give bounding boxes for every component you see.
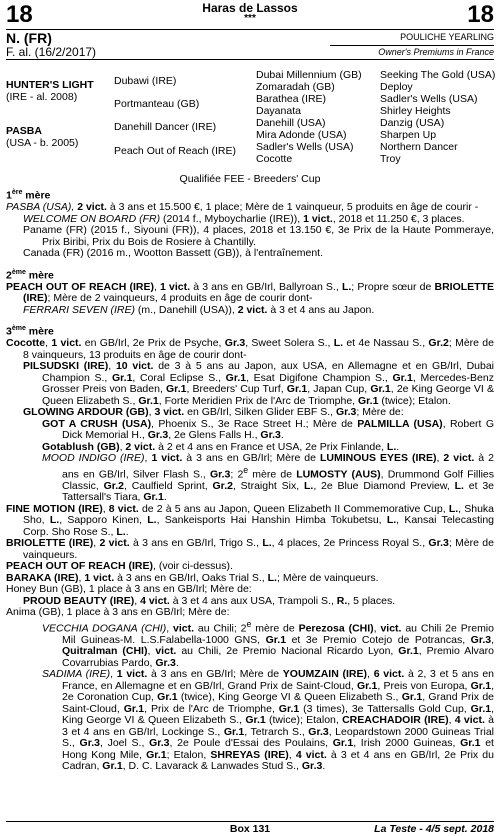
box-number: Box 131 xyxy=(229,823,271,835)
second-dam-entry: PEACH OUT OF REACH (IRE), 1 vict. à 3 ans en GB/Irl, Ballyroan S., L.; Propre sœur de BRIOLETTE (IRE); Mère de 2 vainqueurs, 4 produits en âge de courir dont- xyxy=(6,280,495,304)
section-third-dam: 3ème mère xyxy=(6,325,54,338)
produce-paname: Paname (FR) (2015 f., Siyouni (FR)), 4 places, 2018 et 13.150 €, 3e Prix de la Haute Pommeraye, Prix Biribi, Prix du Bois de Rosiere à Chantilly. xyxy=(23,224,494,248)
pedigree-sire-info: (IRE - al. 2008) xyxy=(6,91,78,103)
pedigree-gen3-2: Zomaradah (GB) xyxy=(256,81,335,93)
produce-sadima: SADIMA (IRE), 1 vict. à 3 ans en GB/Irl; Mère de YOUMZAIN (IRE), 6 vict. à 2, 3 et 5 ans en France, en Allemagne et en GB/Irl, Grand Prix de Saint-Cloud, Gr.1, Preis von Europa, Gr.1, 2e Coronation Cup, Gr.1 (twice), King George VI & Queen Elizabeth S., Gr.1, Grand Prix de Saint-Cloud, Gr.1, Prix de l'Arc de Triomphe, Gr.1 (3 times), 3e Tattersalls Gold Cup, Gr.1, King George VI & Queen Elizabeth S., Gr.1 (twice); Etalon, CREACHADOIR (IRE), 4 vict. à 3 et 4 ans en GB/Irl, Lockinge S., Gr.1, Tetrarch S., Gr.3, Leopardstown 2000 Guineas Trial S., Gr.3, Joel S., Gr.3, 2e Poule d'Essai des Poulains, Gr.1, Irish 2000 Guineas, Gr.1 et Hong Kong Mile, Gr.1; Etalon, SHREYAS (IRE), 4 vict. à 3 et 4 ans en GB/Irl, 2e Prix du Cadran, Gr.1, D. C. Lavarack & Lanwades Stud S., Gr.3. xyxy=(42,668,494,772)
produce-gotablush: Gotablush (GB), 2 vict. à 2 et 4 ans en France et USA, 2e Prix Finlande, L.. xyxy=(42,440,400,453)
produce-welcome-on-board: WELCOME ON BOARD (FR) (2014 f., Myboycharlie (IRE)), 1 vict., 2018 et 11.250 €, 3 places. xyxy=(23,212,465,225)
produce-glowing-ardour: GLOWING ARDOUR (GB), 3 vict. en GB/Irl, Silken Glider EBF S., Gr.3; Mère de: xyxy=(23,406,404,418)
horse-name: N. (FR) xyxy=(6,30,52,46)
pedigree-gen3-7: Sadler's Wells (USA) xyxy=(256,141,354,153)
pedigree-gen3-3: Barathea (IRE) xyxy=(256,93,327,105)
pedigree-gen4-8: Troy xyxy=(380,153,401,165)
pedigree-dam-info: (USA - b. 2005) xyxy=(6,137,79,149)
pedigree-gen3-4: Dayanata xyxy=(256,105,301,117)
pedigree-gen3-8: Cocotte xyxy=(256,153,293,165)
pedigree-gen4-2: Deploy xyxy=(380,81,413,93)
produce-honey-bun: Honey Bun (GB), 1 place à 3 ans en GB/Irl; Mère de: xyxy=(6,583,252,595)
produce-fine-motion: FINE MOTION (IRE), 8 vict. de 2 à 5 ans au Japon, Queen Elizabeth II Commemorative Cup, L., Shuka Sho, L., Sapporo Kinen, L., Sankeisports Hai Hanshin Himba Tokubetsu, L., Kansai Telecasting Corp. Sho Rose S., L.. xyxy=(6,502,494,538)
pedigree-gen3-1: Dubai Millennium (GB) xyxy=(256,69,362,81)
produce-peach-out-of-reach: PEACH OUT OF REACH (IRE), (voir ci-dessus). xyxy=(6,560,233,572)
pedigree-gen3-5: Danehill (USA) xyxy=(256,117,326,129)
pedigree-gen4-6: Sharpen Up xyxy=(380,129,437,141)
third-dam-entry: Cocotte, 1 vict. en GB/Irl, 2e Prix de Psyche, Gr.3, Sweet Solera S., L. et 4e Nassau S., Gr.2; Mère de 8 vainqueurs, 13 produits en âge de courir dont- xyxy=(6,337,494,361)
pedigree-top-divider xyxy=(6,59,494,60)
produce-baraka: BARAKA (IRE), 1 vict. à 3 ans en GB/Irl, Oaks Trial S., L.; Mère de vainqueurs. xyxy=(6,571,379,584)
header-divider xyxy=(6,29,494,30)
stud-name: Haras de Lassos xyxy=(202,1,298,15)
lot-number-left: 18 xyxy=(6,1,33,28)
pedigree-gen4-1: Seeking The Gold (USA) xyxy=(380,69,496,81)
pedigree-gen4-4: Shirley Heights xyxy=(380,105,451,117)
pedigree-dam: PASBA xyxy=(6,125,42,137)
lot-number-right: 18 xyxy=(467,1,494,28)
footer xyxy=(6,823,494,835)
section-second-dam: 2ème mère xyxy=(6,268,54,281)
sale-place-date: La Teste - 4/5 sept. 2018 xyxy=(374,823,494,835)
pedigree-gen2-3: Danehill Dancer (IRE) xyxy=(114,121,217,133)
pedigree-gen2-2: Portmanteau (GB) xyxy=(114,98,200,110)
rating-stars: *** xyxy=(244,13,256,24)
horse-category: POULICHE YEARLING xyxy=(400,32,494,42)
first-dam-entry: PASBA (USA), 2 vict. à 3 ans et 15.500 €, 1 place; Mère de 1 vainqueur, 5 produits en âge de courir - xyxy=(6,201,479,213)
produce-mood-indigo: MOOD INDIGO (IRE), 1 vict. à 3 ans en GB/Irl; Mère de LUMINOUS EYES (IRE), 2 vict. à 2 ans en GB/Irl, Silver Flash S., Gr.3; 2e mère de LUMOSTY (AUS), Drummond Golf Fillies Classic, Gr.2, Caulfield Sprint, Gr.2, Straight Six, L., 2e Blue Diamond Preview, L. et 3e Tattersall's Tiara, Gr.1. xyxy=(42,452,495,503)
pedigree-gen4-5: Danzig (USA) xyxy=(380,117,445,129)
pedigree-gen2-1: Dubawi (IRE) xyxy=(114,75,177,87)
qualification: Qualifiée FEE - Breeders' Cup xyxy=(179,173,321,185)
section-first-dam: 1ère mère xyxy=(6,189,51,202)
pedigree-gen2-4: Peach Out of Reach (IRE) xyxy=(114,145,236,157)
pedigree-sire: HUNTER'S LIGHT xyxy=(6,79,94,91)
owners-premiums: Owner's Premiums in France xyxy=(378,47,494,57)
pedigree-gen4-7: Northern Dancer xyxy=(380,141,458,153)
produce-anima: Anima (GB), 1 place à 3 ans en GB/Irl; Mère de: xyxy=(6,606,230,618)
produce-vecchia-dogana: VECCHIA DOGANA (CHI), vict. au Chili; 2e mère de Perezosa (CHI), vict. au Chili 2e Premio Mil Guineas-M. L.S.Falabella-1000 GNS, Gr.1 et 3e Premio Cotejo de Potrancas, Gr.3, Quitralman (CHI), vict. au Chili, 2e Premio Nacional Ricardo Lyon, Gr.1, Premio Alvaro Covarrubias Pardo, Gr.3. xyxy=(42,618,495,669)
produce-got-a-crush: GOT A CRUSH (USA), Phoenix S., 3e Race Street H.; Mère de PALMILLA (USA), Robert G Dick Memorial H., Gr.3, 2e Glens Falls H., Gr.3. xyxy=(42,417,494,441)
produce-pilsudski: PILSUDSKI (IRE), 10 vict. de 3 à 5 ans au Japon, aux USA, en Allemagne et en GB/Irl, Dubai Champion S., Gr.1, Coral Eclipse S., Gr.1, Esat Digifone Champion S., Gr.1, Mercedes-Benz Grosser Preis von Baden, Gr.1, Breeders' Cup Turf, Gr.1, Japan Cup, Gr.1, 2e King George VI & Queen Elizabeth S., Gr.1, Forte Meridien Prix de l'Arc de Triomphe, Gr.1 (twice); Etalon. xyxy=(23,360,495,407)
catalogue-body xyxy=(6,187,494,773)
produce-canada: Canada (FR) (2016 m., Wootton Bassett (GB)), à l'entraînement. xyxy=(23,247,324,259)
header-title xyxy=(0,2,500,23)
footer-divider xyxy=(6,821,494,822)
pedigree-gen4-3: Sadler's Wells (USA) xyxy=(380,93,478,105)
produce-ferrari-seven: FERRARI SEVEN (IRE) (m., Danehill (USA)), 2 vict. à 3 et 4 ans au Japon. xyxy=(23,303,375,316)
produce-proud-beauty: PROUD BEAUTY (IRE), 4 vict. à 3 et 4 ans aux USA, Trampoli S., R., 5 places. xyxy=(23,594,396,607)
pedigree-gen3-6: Mira Adonde (USA) xyxy=(256,129,347,141)
horse-birth: F. al. (16/2/2017) xyxy=(6,45,97,59)
category-underline xyxy=(330,45,494,46)
produce-briolette: BRIOLETTE (IRE), 2 vict. à 3 ans en GB/Irl, Trigo S., L., 4 places, 2e Princess Royal S., Gr.3; Mère de vainqueurs. xyxy=(6,537,494,561)
